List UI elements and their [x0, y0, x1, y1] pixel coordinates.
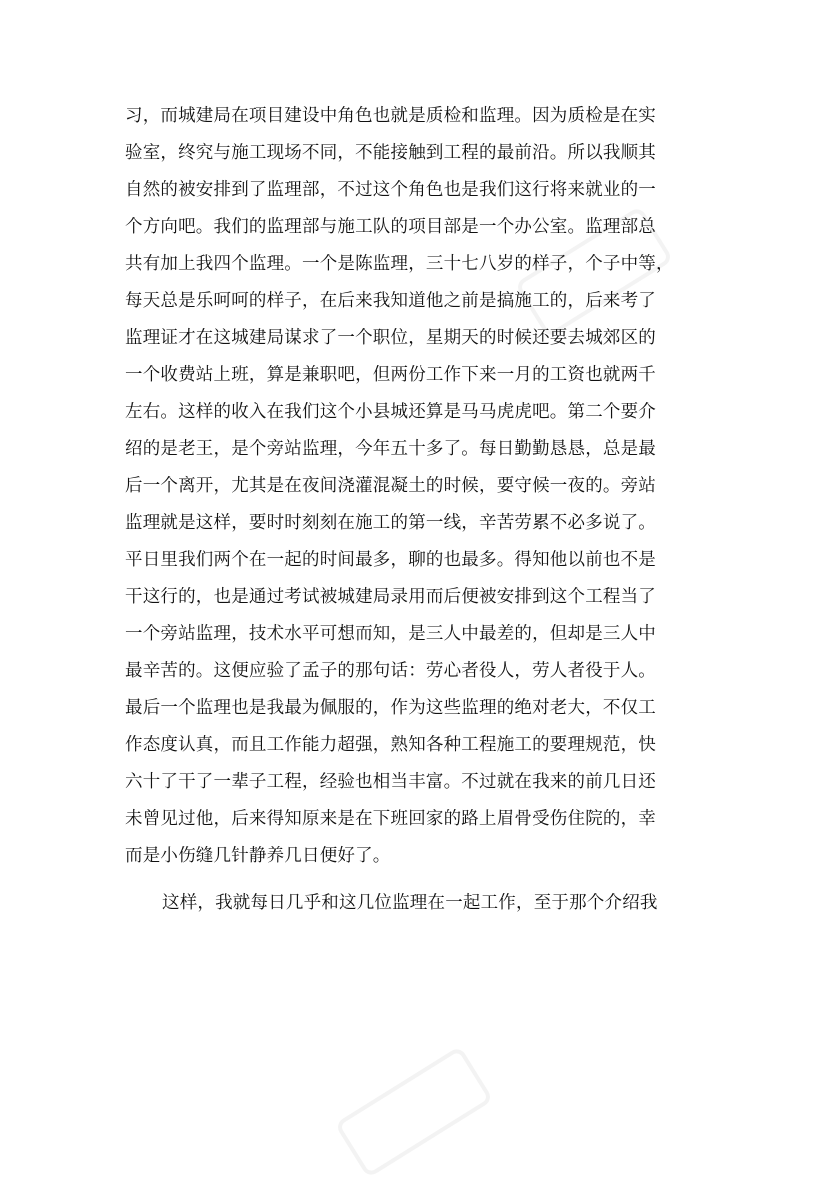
text-line: 最辛苦的。这便应验了孟子的那句话：劳心者役人，劳人者役于人。: [125, 661, 656, 681]
text-line: 左右。这样的收入在我们这个小县城还算是马马虎虎吧。第二个要介: [125, 402, 656, 422]
watermark-stamp: [334, 1046, 493, 1178]
text-line: 而是小伤缝几针静养几日便好了。: [125, 846, 391, 866]
text-line: 监理就是这样，要时时刻刻在施工的第一线，辛苦劳累不必多说了。: [125, 513, 656, 533]
text-line: 自然的被安排到了监理部，不过这个角色也是我们这行将来就业的一: [125, 180, 656, 200]
text-line: 每天总是乐呵呵的样子，在后来我知道他之前是搞施工的，后来考了: [125, 291, 656, 311]
text-line: 作态度认真，而且工作能力超强，熟知各种工程施工的要理规范，快: [125, 735, 656, 755]
text-line: 六十了干了一辈子工程，经验也相当丰富。不过就在我来的前几日还: [125, 772, 656, 792]
text-line: 绍的是老王，是个旁站监理，今年五十多了。每日勤勤恳恳，总是最: [125, 439, 656, 459]
text-line: 干这行的，也是通过考试被城建局录用而后便被安排到这个工程当了: [125, 587, 656, 607]
text-line: 个方向吧。我们的监理部与施工队的项目部是一个办公室。监理部总: [125, 217, 656, 237]
text-line: 未曾见过他，后来得知原来是在下班回家的路上眉骨受伤住院的，幸: [125, 809, 656, 829]
text-line: 平日里我们两个在一起的时间最多，聊的也最多。得知他以前也不是: [125, 550, 656, 570]
text-line: 监理证才在这城建局谋求了一个职位，星期天的时候还要去城郊区的: [125, 328, 656, 348]
text-line: 习，而城建局在项目建设中角色也就是质检和监理。因为质检是在实: [125, 106, 656, 126]
text-line: 共有加上我四个监理。一个是陈监理，三十七八岁的样子，个子中等，: [125, 254, 674, 274]
body-text: [125, 98, 715, 922]
paragraph-first-line: 这样，我就每日几乎和这几位监理在一起工作，至于那个介绍我: [162, 893, 658, 913]
text-line: 后一个离开，尤其是在夜间浇灌混凝土的时候，要守候一夜的。旁站: [125, 476, 656, 496]
text-line: 一个旁站监理，技术水平可想而知，是三人中最差的，但却是三人中: [125, 624, 656, 644]
text-line: 最后一个监理也是我最为佩服的，作为这些监理的绝对老大，不仅工: [125, 698, 656, 718]
text-line: 一个收费站上班，算是兼职吧，但两份工作下来一月的工资也就两千: [125, 365, 656, 385]
text-line: 验室，终究与施工现场不同，不能接触到工程的最前沿。所以我顺其: [125, 143, 656, 163]
